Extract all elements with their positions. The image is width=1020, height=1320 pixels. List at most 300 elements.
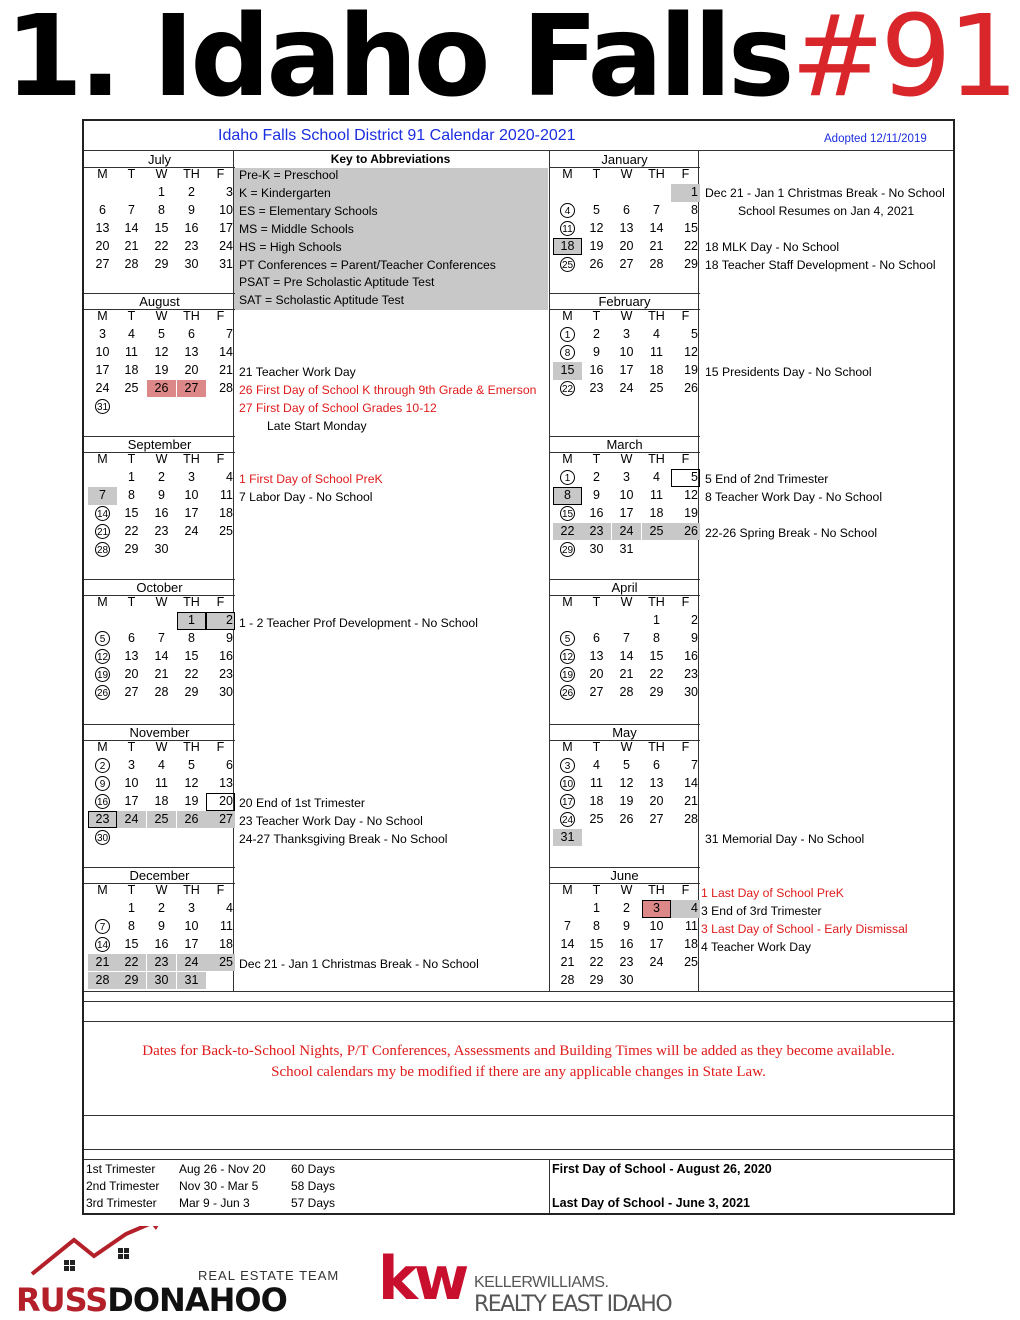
circled-day: 12 [95,649,110,664]
trimester-dates: Nov 30 - Mar 5 [179,1179,259,1193]
day-cell: 2 [158,470,165,484]
day-cell: 23 [88,811,117,829]
weekday-header: TH [183,740,200,754]
day-cell: 15 [589,936,604,951]
note-text: Dec 21 - Jan 1 Christmas Break - No School [705,186,945,200]
day-cell: 27 [95,256,110,271]
day-cell: 30 [684,684,698,699]
note-text: 8 Teacher Work Day - No School [705,490,883,504]
key-item: K = Kindergarten [239,185,331,200]
brand-russ: RUSS [16,1281,108,1319]
day-cell: 5 [188,758,195,772]
circled-day: 1 [560,470,575,485]
day-cell: 24 [95,380,110,395]
day-cell: 7 [158,630,165,645]
kw-line2: REALTY EAST IDAHO [474,1292,672,1317]
day-cell: 11 [650,487,663,502]
note-text: School Resumes on Jan 4, 2021 [738,204,915,218]
day-cell: 3 [188,901,195,915]
day-cell: 7 [623,630,630,645]
day-cell: 18 [649,362,664,377]
weekday-header: T [592,883,601,897]
day-cell: 4 [128,327,135,341]
day-cell: 9 [691,630,698,645]
day-cell: 8 [188,630,195,645]
weekday-header: F [681,309,690,323]
weekday-header: TH [183,595,200,609]
day-cell: 29 [124,541,139,556]
day-cell: 30 [184,256,199,271]
day-cell: 3 [128,758,135,772]
day-cell: 18 [154,793,169,808]
day-cell: 28 [560,972,575,987]
trimester-days: 58 Days [291,1179,336,1193]
day-cell: 24 [184,523,199,538]
day-cell: 18 [684,936,698,951]
day-cell: 14 [219,344,233,359]
day-cell: 19 [619,793,634,808]
day-cell: 6 [226,758,233,772]
weekday-header: TH [648,167,665,181]
day-cell: 29 [184,684,199,699]
day-cell: 12 [154,344,169,359]
calendar-document [82,119,955,1215]
day-cell: 27 [619,256,634,271]
weekday-header: T [592,595,601,609]
month-name: February [598,294,651,309]
note-text: 26 First Day of School K through 9th Grade & Emerson [239,383,537,397]
day-cell: 20 [95,238,110,253]
day-cell: 8 [653,630,660,645]
day-cell: 12 [684,487,698,502]
day-cell: 27 [177,380,206,398]
note-text: 18 MLK Day - No School [705,240,840,254]
weekday-header: TH [648,595,665,609]
day-cell: 10 [184,918,199,933]
day-cell: 26 [684,380,698,395]
weekday-header: F [681,883,690,897]
day-cell: 30 [619,972,634,987]
day-cell: 17 [619,362,634,377]
month-name: March [606,437,643,452]
day-cell: 17 [184,505,199,520]
day-cell: 22 [553,523,582,541]
weekday-header: TH [648,309,665,323]
day-cell: 24 [219,238,233,253]
day-cell [88,505,117,523]
day-cell: 20 [184,362,199,377]
day-cell: 22 [184,666,199,681]
day-cell [553,505,582,523]
trimester-days: 57 Days [291,1196,336,1210]
day-cell: 28 [684,811,698,826]
key-item: SAT = Scholastic Aptitude Test [239,293,404,308]
day-cell [553,326,582,344]
day-cell [553,811,582,829]
weekday-header: M [97,452,108,466]
day-cell: 17 [649,936,664,951]
day-cell: 10 [124,775,139,790]
day-cell [553,541,582,559]
day-cell: 25 [147,811,176,829]
circled-day: 1 [560,327,575,342]
weekday-header: T [592,167,601,181]
day-cell: 4 [226,470,233,484]
day-cell: 29 [117,972,146,990]
day-cell: 28 [649,256,664,271]
day-cell: 15 [553,362,582,380]
weekday-header: W [155,309,168,323]
day-cell: 31 [177,972,206,990]
circled-day: 25 [560,257,575,272]
day-cell: 15 [184,648,199,663]
day-cell: 23 [582,523,611,541]
key-title: Key to Abbreviations [330,152,451,166]
day-cell: 22 [117,954,146,972]
day-cell [88,541,117,559]
circled-day: 24 [560,812,575,827]
day-cell: 8 [691,202,698,217]
day-cell: 21 [560,954,575,969]
column-divider [698,151,699,991]
day-cell: 8 [553,487,582,505]
day-cell [553,469,582,487]
day-cell: 9 [158,918,165,933]
day-cell: 25 [124,380,139,395]
day-cell: 11 [125,344,138,359]
weekday-header: TH [648,740,665,754]
day-cell: 23 [619,954,634,969]
day-cell: 25 [589,811,604,826]
day-cell: 11 [220,918,233,933]
day-cell: 10 [184,487,199,502]
weekday-header: W [155,452,168,466]
day-cell: 2 [206,612,235,630]
day-cell [88,918,117,936]
day-cell: 22 [124,523,139,538]
day-cell: 1 [177,612,206,630]
day-cell: 1 [671,184,700,202]
day-cell: 25 [684,954,698,969]
weekday-header: W [620,883,633,897]
day-cell: 17 [95,362,110,377]
day-cell: 29 [589,972,604,987]
day-cell: 12 [684,344,698,359]
notice-text [84,1041,953,1083]
weekday-header: F [681,595,690,609]
notice-line-2: School calendars my be modified if there are any applicable changes in State Law. [271,1064,766,1080]
weekday-header: W [620,309,633,323]
trimester-dates: Aug 26 - Nov 20 [179,1162,266,1176]
month-name: September [127,437,192,452]
note-text: 18 Teacher Staff Development - No School [705,258,936,272]
day-cell: 14 [154,648,169,663]
day-cell: 7 [88,487,117,505]
note-text: 5 End of 2nd Trimester [705,472,829,486]
circled-day: 28 [95,542,110,557]
day-cell: 13 [184,344,199,359]
day-cell: 18 [219,936,233,951]
weekday-header: TH [648,452,665,466]
circled-day: 10 [560,776,575,791]
day-cell: 9 [188,202,195,217]
day-cell: 5 [593,202,600,217]
footer-logos [0,1226,1020,1320]
day-cell: 5 [623,758,630,772]
day-cell: 6 [99,202,106,217]
day-cell: 3 [623,327,630,341]
day-cell: 2 [691,613,698,627]
day-cell: 6 [188,327,195,341]
day-cell: 11 [590,775,603,790]
day-cell: 31 [553,829,582,847]
day-cell [553,344,582,362]
trimester-days: 60 Days [291,1162,336,1176]
day-cell: 25 [206,954,235,972]
month-name: October [136,580,183,595]
day-cell: 21 [219,362,233,377]
month-name: April [611,580,638,595]
weekday-header: F [681,167,690,181]
day-cell: 10 [219,202,233,217]
day-cell: 9 [226,630,233,645]
weekday-header: F [681,452,690,466]
circled-day: 22 [560,381,575,396]
day-cell [88,775,117,793]
day-cell [553,220,582,238]
day-cell: 12 [184,775,199,790]
day-cell: 10 [649,918,664,933]
day-cell: 9 [623,918,630,933]
day-cell: 16 [684,648,698,663]
day-cell: 23 [219,666,233,681]
day-cell [88,829,117,847]
day-cell: 11 [685,918,698,933]
circled-day: 9 [95,776,110,791]
note-text: 1 - 2 Teacher Prof Development - No School [239,616,478,630]
circled-day: 31 [95,399,110,414]
day-cell: 18 [124,362,139,377]
day-cell: 13 [619,220,634,235]
day-cell [88,757,117,775]
column-divider [233,151,234,991]
day-cell: 16 [589,362,604,377]
day-cell: 25 [219,523,233,538]
note-text: Dec 21 - Jan 1 Christmas Break - No School [239,957,479,971]
day-cell: 13 [124,648,139,663]
day-cell: 2 [593,327,600,341]
day-cell: 7 [691,758,698,772]
month-name: July [147,152,172,167]
day-cell: 24 [117,811,146,829]
day-cell [553,757,582,775]
day-cell [88,630,117,648]
circled-day: 26 [560,685,575,700]
day-cell: 27 [124,684,139,699]
weekday-header: TH [183,167,200,181]
weekday-header: T [127,309,136,323]
day-cell: 18 [589,793,604,808]
circled-day: 16 [95,794,110,809]
day-cell: 20 [649,793,664,808]
weekday-header: F [216,883,225,897]
day-cell [88,684,117,702]
month-name: November [129,725,190,740]
day-cell: 11 [220,487,233,502]
day-cell: 19 [684,505,698,520]
day-cell: 4 [226,901,233,915]
circled-day: 8 [560,345,575,360]
weekday-header: F [216,740,225,754]
day-cell: 18 [649,505,664,520]
weekday-header: M [562,167,573,181]
day-cell: 10 [619,344,634,359]
day-cell: 27 [589,684,604,699]
day-cell: 21 [124,238,139,253]
headline-suffix: #91 [790,0,1015,122]
circled-day: 4 [560,203,575,218]
day-cell: 3 [642,900,671,918]
calendar-title: Idaho Falls School District 91 Calendar 2020-2021 [218,127,576,144]
first-day-text: First Day of School - August 26, 2020 [552,1162,772,1176]
day-cell: 1 [128,470,135,484]
key-item: HS = High Schools [239,239,342,254]
day-cell: 31 [219,256,233,271]
trimester-name: 2nd Trimester [86,1179,160,1193]
note-text: 24-27 Thanksgiving Break - No School [239,832,448,846]
day-cell: 15 [684,220,698,235]
weekday-header: M [562,309,573,323]
day-cell: 16 [619,936,634,951]
weekday-header: F [216,309,225,323]
note-text: 7 Labor Day - No School [239,490,373,504]
day-cell: 30 [589,541,604,556]
day-cell: 14 [124,220,139,235]
day-cell: 21 [154,666,169,681]
day-cell: 2 [623,901,630,915]
day-cell: 22 [154,238,169,253]
day-cell: 20 [619,238,634,253]
circled-day: 14 [95,506,110,521]
kw-line1: KELLERWILLIAMS. [474,1274,609,1291]
day-cell [88,648,117,666]
weekday-header: M [97,883,108,897]
day-cell [553,648,582,666]
day-cell: 4 [671,900,700,918]
kw-logo: kw [378,1244,466,1314]
circled-day: 7 [95,919,110,934]
day-cell: 17 [619,505,634,520]
day-cell: 17 [184,936,199,951]
circled-day: 17 [560,794,575,809]
weekday-header: W [155,595,168,609]
day-cell [553,684,582,702]
weekday-header: F [216,595,225,609]
day-cell: 3 [99,327,106,341]
weekday-header: F [216,452,225,466]
day-cell: 3 [188,470,195,484]
day-cell: 14 [649,220,664,235]
day-cell: 8 [593,918,600,933]
day-cell: 30 [219,684,233,699]
day-cell: 17 [219,220,233,235]
day-cell: 31 [619,541,634,556]
day-cell: 7 [226,327,233,341]
day-cell: 2 [158,901,165,915]
day-cell: 5 [158,327,165,341]
team-label: REAL ESTATE TEAM [198,1268,340,1283]
circled-day: 14 [95,937,110,952]
day-cell: 12 [589,220,604,235]
circled-day: 11 [560,221,575,236]
note-text: 15 Presidents Day - No School [705,365,872,379]
day-cell: 23 [154,523,169,538]
day-cell: 23 [184,238,199,253]
day-cell: 19 [154,362,169,377]
weekday-header: T [127,883,136,897]
month-name: June [610,868,639,883]
weekday-header: TH [183,452,200,466]
weekday-header: T [127,595,136,609]
day-cell: 22 [684,238,698,253]
day-cell: 16 [154,936,169,951]
weekday-header: T [592,452,601,466]
day-cell: 27 [206,811,235,829]
day-cell [553,793,582,811]
day-cell: 13 [219,775,233,790]
day-cell: 28 [124,256,139,271]
day-cell: 8 [128,487,135,502]
day-cell: 22 [649,666,664,681]
weekday-header: W [620,740,633,754]
key-item: PSAT = Pre Scholastic Aptitude Test [239,275,435,290]
day-cell: 14 [684,775,698,790]
day-cell: 15 [124,936,139,951]
day-cell: 2 [188,185,195,199]
day-cell [553,666,582,684]
day-cell: 2 [593,470,600,484]
month-name: December [129,868,190,883]
day-cell [88,666,117,684]
column-divider [549,151,550,991]
day-cell: 12 [619,775,634,790]
day-cell: 5 [671,469,700,487]
day-cell: 29 [649,684,664,699]
day-cell: 29 [154,256,169,271]
note-text: 3 Last Day of School - Early Dismissal [701,922,908,936]
weekday-header: T [592,740,601,754]
day-cell: 5 [691,327,698,341]
weekday-header: W [155,740,168,754]
day-cell: 13 [589,648,604,663]
weekday-header: T [127,452,136,466]
weekday-header: M [97,309,108,323]
weekday-header: M [562,595,573,609]
day-cell: 15 [154,220,169,235]
weekday-header: TH [183,309,200,323]
day-cell: 28 [219,380,233,395]
day-cell: 26 [589,256,604,271]
circled-day: 5 [95,631,110,646]
key-item: PT Conferences = Parent/Teacher Conferences [239,257,496,272]
day-cell: 23 [684,666,698,681]
day-cell: 20 [124,666,139,681]
day-cell: 30 [154,541,169,556]
weekday-header: M [97,740,108,754]
day-cell: 30 [147,972,176,990]
day-cell: 11 [650,344,663,359]
day-cell: 26 [177,811,206,829]
